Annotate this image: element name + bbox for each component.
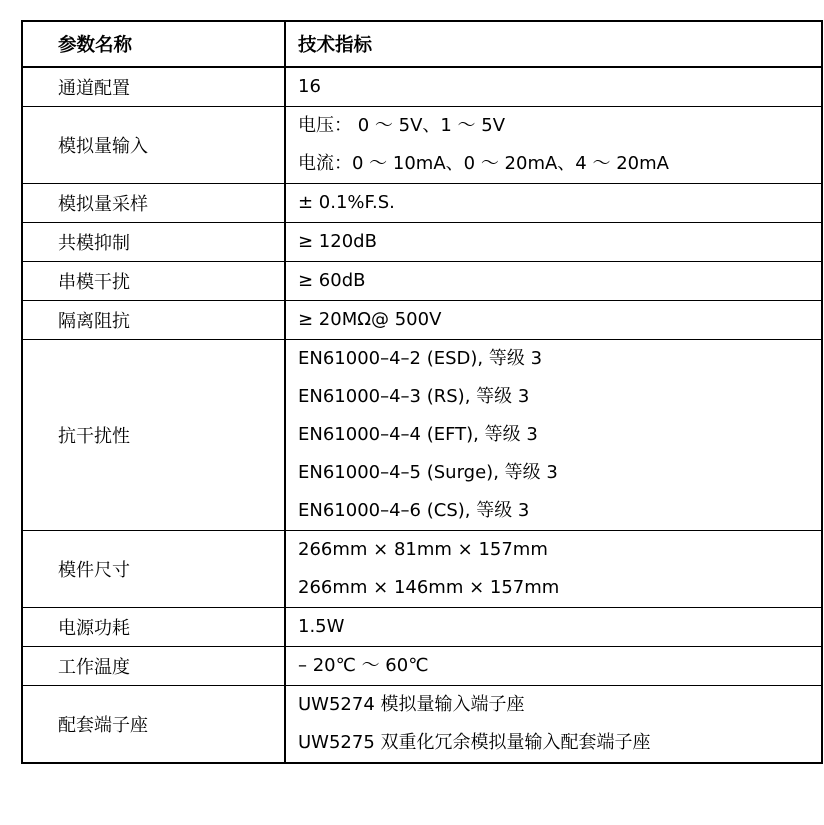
value-line: UW5275 双重化冗余模拟量输入配套端子座 [298, 732, 651, 753]
header-value: 技术指标 [285, 21, 822, 67]
value-cell [285, 223, 822, 262]
value-line: ≥ 120dB [298, 231, 377, 252]
param-cell: 隔离阻抗 [22, 301, 285, 340]
table-row [22, 223, 822, 262]
value-line: EN61000–4–6 (CS), 等级 3 [298, 500, 530, 521]
param-cell: 配套端子座 [22, 686, 285, 764]
param-cell: 串模干扰 [22, 262, 285, 301]
value-line: EN61000–4–4 (EFT), 等级 3 [298, 424, 538, 445]
table-row [22, 67, 822, 107]
value-line: ≥ 20MΩ@ 500V [298, 309, 442, 330]
value-line: 电压： 0 ～ 5V、1 ～ 5V [298, 115, 506, 136]
value-cell [285, 184, 822, 223]
value-line: ≥ 60dB [298, 270, 366, 291]
value-cell [285, 686, 822, 764]
value-line: 电流：0 ～ 10mA、0 ～ 20mA、4 ～ 20mA [298, 153, 669, 174]
table-row [22, 686, 822, 764]
value-line: 266mm × 146mm × 157mm [298, 577, 560, 598]
value-line: 1.5W [298, 616, 345, 637]
param-cell: 模拟量采样 [22, 184, 285, 223]
header-param: 参数名称 [22, 21, 285, 67]
param-cell: 工作温度 [22, 647, 285, 686]
value-line: UW5274 模拟量输入端子座 [298, 694, 525, 715]
param-cell: 抗干扰性 [22, 340, 285, 531]
value-line: – 20℃ ～ 60℃ [298, 655, 429, 676]
table-row [22, 184, 822, 223]
param-cell: 模拟量输入 [22, 107, 285, 184]
value-line: 266mm × 81mm × 157mm [298, 539, 548, 560]
value-cell [285, 262, 822, 301]
table-row [22, 301, 822, 340]
param-cell: 通道配置 [22, 67, 285, 107]
spec-table-body [22, 67, 822, 763]
table-row [22, 340, 822, 531]
param-cell: 模件尺寸 [22, 531, 285, 608]
value-cell [285, 340, 822, 531]
table-row [22, 107, 822, 184]
table-row [22, 608, 822, 647]
header-row [22, 21, 822, 67]
value-cell [285, 107, 822, 184]
value-line: EN61000–4–2 (ESD), 等级 3 [298, 348, 543, 369]
value-line: ± 0.1%F.S. [298, 192, 395, 213]
value-cell [285, 608, 822, 647]
table-row [22, 647, 822, 686]
param-cell: 共模抑制 [22, 223, 285, 262]
value-cell [285, 647, 822, 686]
spec-table-header [22, 21, 822, 67]
table-row [22, 531, 822, 608]
value-cell [285, 301, 822, 340]
value-line: 16 [298, 76, 321, 97]
value-line: EN61000–4–3 (RS), 等级 3 [298, 386, 530, 407]
table-row [22, 262, 822, 301]
value-cell [285, 531, 822, 608]
spec-table [21, 20, 823, 764]
param-cell: 电源功耗 [22, 608, 285, 647]
value-cell [285, 67, 822, 107]
value-line: EN61000–4–5 (Surge), 等级 3 [298, 462, 558, 483]
